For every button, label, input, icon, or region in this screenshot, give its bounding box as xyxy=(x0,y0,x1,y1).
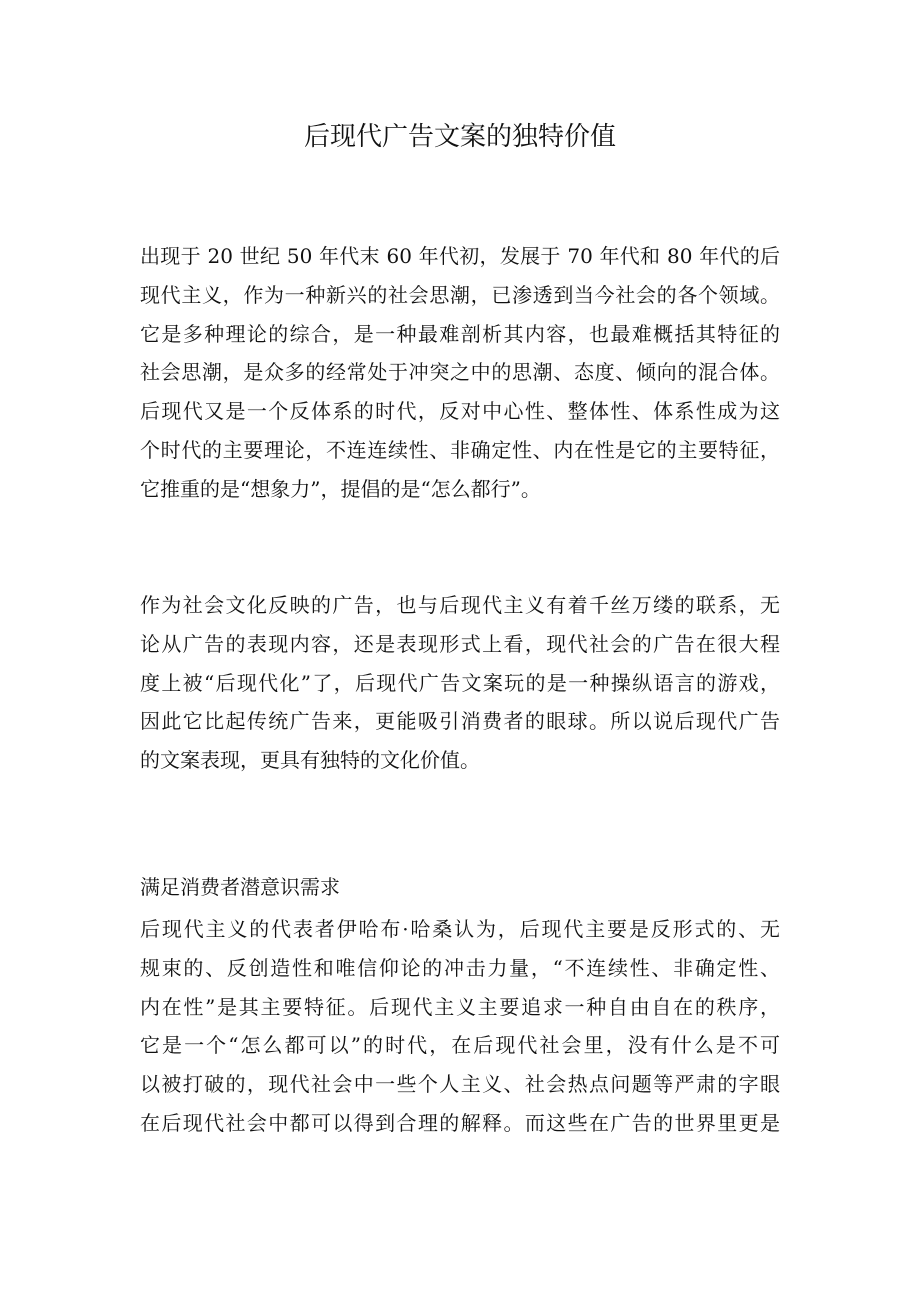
paragraph-line: 它是一个“怎么都可以”的时代，在后现代社会里，没有什么是不可 xyxy=(140,1033,780,1058)
document-title: 后现代广告文案的独特价值 xyxy=(303,122,616,152)
paragraph-hassan-theory xyxy=(140,910,780,1143)
paragraph-line: 在后现代社会中都可以得到合理的解释。而这些在广告的世界里更是 xyxy=(140,1110,780,1135)
paragraph-line: 个时代的主要理论，不连连续性、非确定性、内在性是它的主要特征， xyxy=(140,437,780,462)
paragraph-line: 现代主义，作为一种新兴的社会思潮，已渗透到当今社会的各个领域。 xyxy=(140,282,780,307)
paragraph-line: 论从广告的表现内容，还是表现形式上看，现代社会的广告在很大程 xyxy=(140,631,780,656)
section-heading xyxy=(140,868,780,907)
paragraph-line: 规束的、反创造性和唯信仰论的冲击力量，“不连续性、非确定性、 xyxy=(140,955,780,980)
section-heading-text: 满足消费者潜意识需求 xyxy=(140,875,340,899)
paragraph-line: 以被打破的，现代社会中一些个人主义、社会热点问题等严肃的字眼 xyxy=(140,1072,780,1097)
paragraph-postmodernism-intro xyxy=(140,237,780,509)
paragraph-line: 出现于 20 世纪 50 年代末 60 年代初，发展于 70 年代和 80 年代的后 xyxy=(140,244,780,268)
paragraph-line: 后现代又是一个反体系的时代，反对中心性、整体性、体系性成为这 xyxy=(140,399,780,424)
paragraph-line: 社会思潮，是众多的经常处于冲突之中的思潮、态度、倾向的混合体。 xyxy=(140,360,780,385)
paragraph-line: 因此它比起传统广告来，更能吸引消费者的眼球。所以说后现代广告 xyxy=(140,709,780,734)
paragraph-line: 作为社会文化反映的广告，也与后现代主义有着千丝万缕的联系，无 xyxy=(140,593,780,617)
paragraph-line: 后现代主义的代表者伊哈布·哈桑认为，后现代主要是反形式的、无 xyxy=(140,917,780,941)
paragraph-line: 的文案表现，更具有独特的文化价值。 xyxy=(140,748,480,773)
paragraph-line: 内在性”是其主要特征。后现代主义主要追求一种自由自在的秩序， xyxy=(140,994,780,1019)
paragraph-advertising-postmodern xyxy=(140,586,780,780)
paragraph-line: 它是多种理论的综合，是一种最难剖析其内容，也最难概括其特征的 xyxy=(140,321,780,346)
paragraph-line: 度上被“后现代化”了，后现代广告文案玩的是一种操纵语言的游戏， xyxy=(140,670,780,695)
paragraph-line: 它推重的是“想象力”，提倡的是“怎么都行”。 xyxy=(140,476,541,501)
